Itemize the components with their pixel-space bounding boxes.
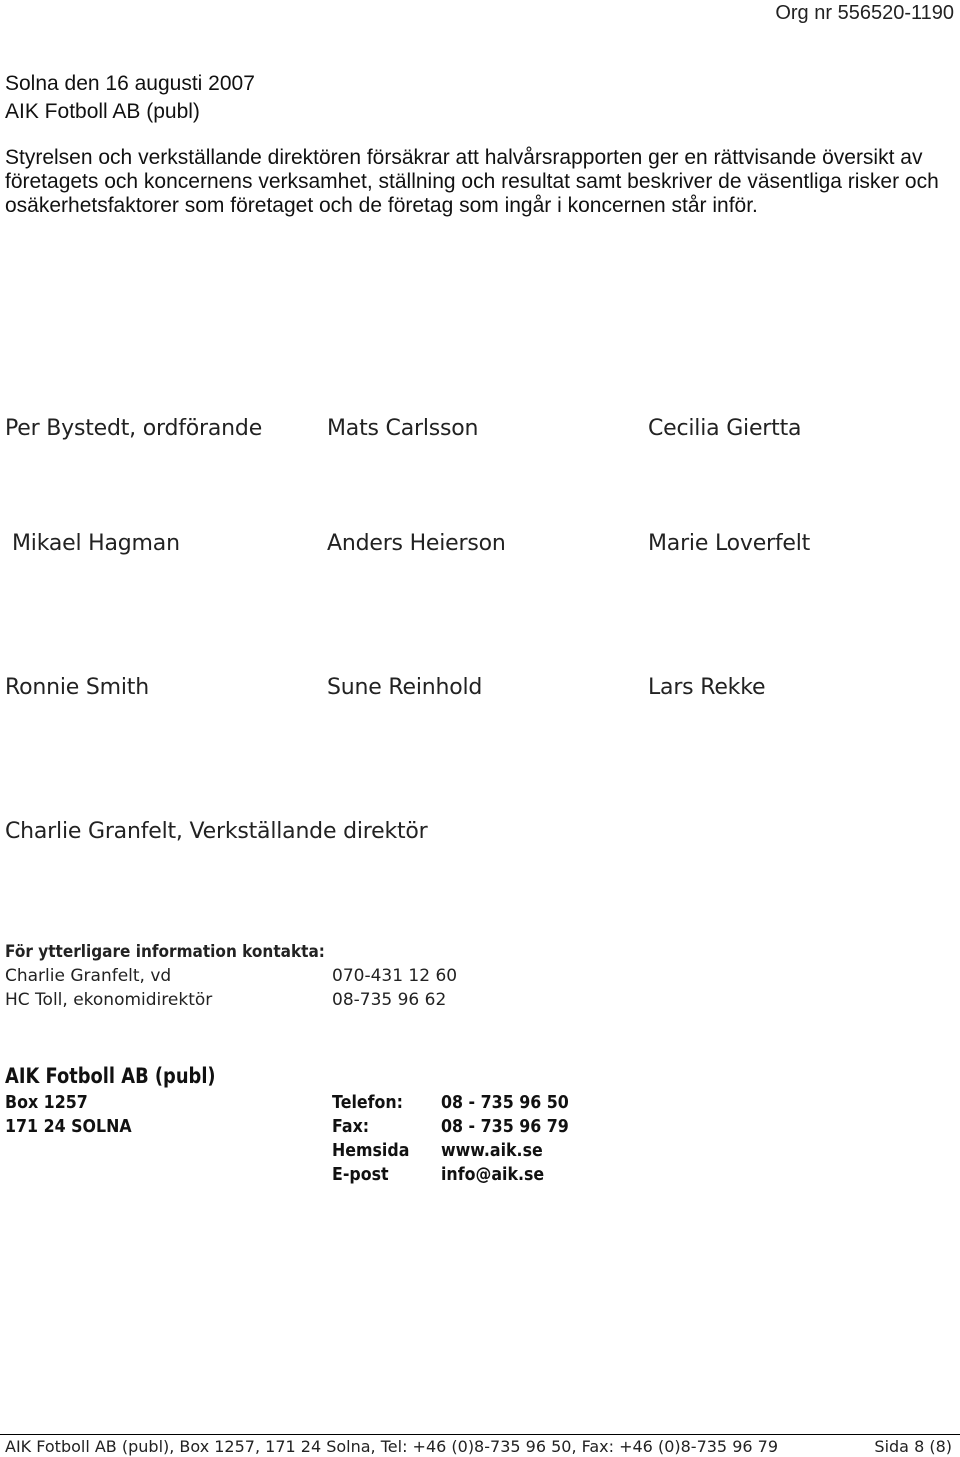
fax-label: Fax:: [332, 1116, 370, 1137]
contact-phone: 070-431 12 60: [332, 966, 458, 986]
contact-phone: 08-735 96 62: [332, 990, 447, 1010]
signature: Lars Rekke: [648, 675, 766, 700]
org-number: Org nr 556520-1190: [775, 2, 954, 24]
board-statement: Styrelsen och verkställande direktören försäkrar att halvårsrapporten ger en rättvisande översikt av företagets och koncernens verksamhet, ställning och resultat samt beskriver de väsentliga risker och osäkerhetsfaktorer som företaget och de företag som ingår i koncernen står inför.: [5, 146, 939, 217]
contact-name: HC Toll, ekonomidirektör: [5, 990, 213, 1010]
email-label: E-post: [332, 1164, 389, 1185]
signature: Mats Carlsson: [327, 416, 479, 441]
footer-address: AIK Fotboll AB (publ), Box 1257, 171 24 Solna, Tel: +46 (0)8-735 96 50, Fax: +46 (0)8-735 96 79: [5, 1437, 778, 1456]
signature: Sune Reinhold: [327, 675, 483, 700]
email-value: info@aik.se: [441, 1164, 545, 1185]
page-number: Sida 8 (8): [874, 1437, 952, 1456]
signature-ceo: Charlie Granfelt, Verkställande direktör: [5, 819, 428, 844]
signature: Anders Heierson: [327, 531, 506, 556]
contact-name: Charlie Granfelt, vd: [5, 966, 172, 986]
address-box: Box 1257: [5, 1092, 88, 1113]
address-postal: 171 24 SOLNA: [5, 1116, 132, 1137]
signature: Cecilia Giertta: [648, 416, 802, 441]
signature: Marie Loverfelt: [648, 531, 811, 556]
footer-divider: [0, 1434, 960, 1435]
contact-heading: För ytterligare information kontakta:: [5, 942, 325, 962]
company-block-name: AIK Fotboll AB (publ): [5, 1064, 216, 1088]
fax-value: 08 - 735 96 79: [441, 1116, 569, 1137]
website-value: www.aik.se: [441, 1140, 543, 1161]
website-label: Hemsida: [332, 1140, 410, 1161]
signature: Ronnie Smith: [5, 675, 149, 700]
place-date: Solna den 16 augusti 2007: [5, 72, 255, 95]
signature-chair: Per Bystedt, ordförande: [5, 416, 263, 441]
company-name: AIK Fotboll AB (publ): [5, 100, 200, 123]
signature: Mikael Hagman: [12, 531, 180, 556]
phone-label: Telefon:: [332, 1092, 404, 1113]
phone-value: 08 - 735 96 50: [441, 1092, 569, 1113]
